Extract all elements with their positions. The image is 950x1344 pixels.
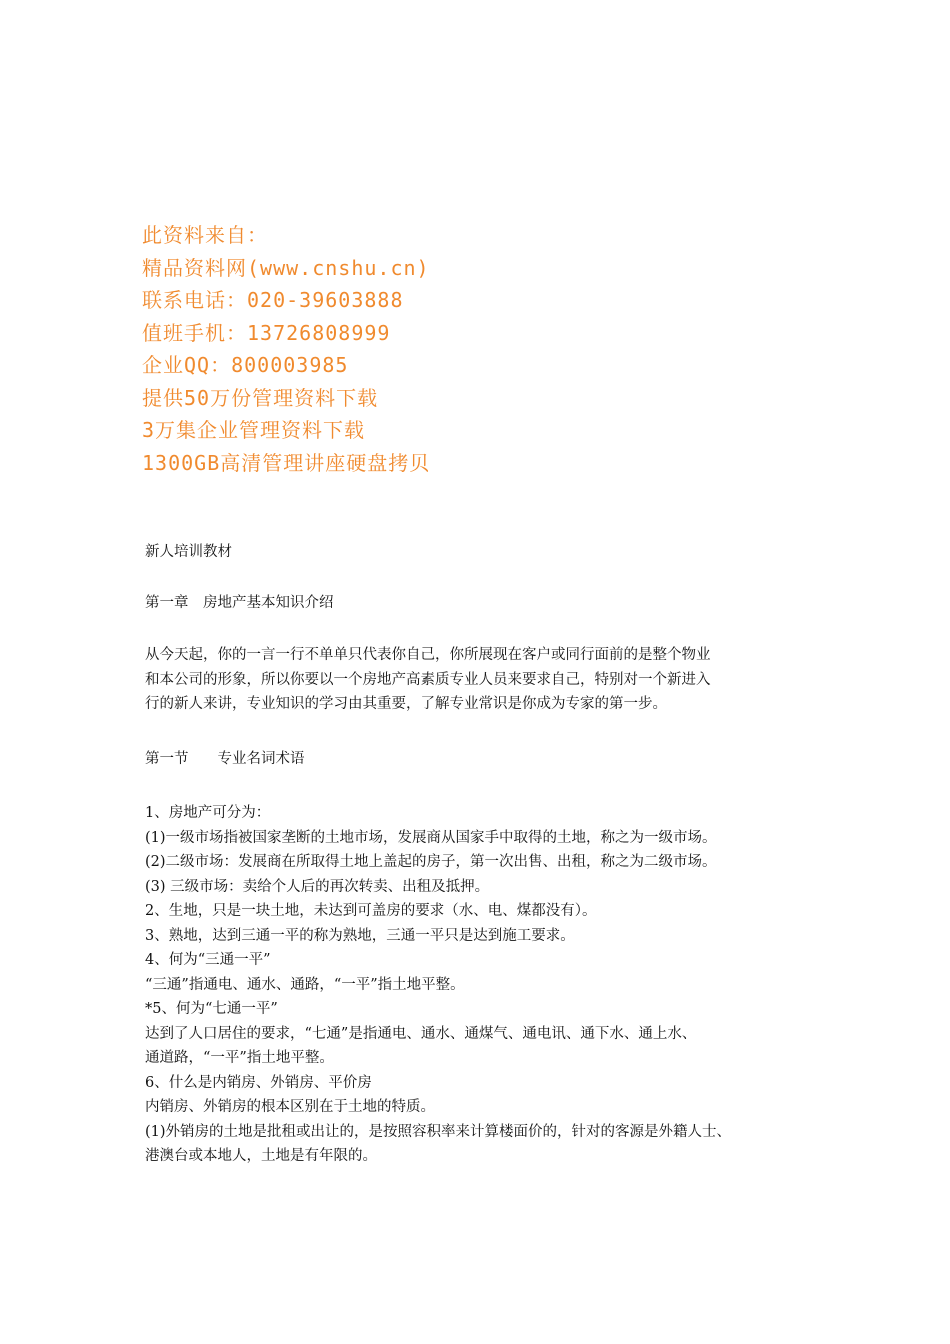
list-item: 达到了人口居住的要求，“七通”是指通电、通水、通煤气、通电讯、通下水、通上水、 bbox=[145, 1025, 697, 1042]
terms-list bbox=[145, 801, 825, 1169]
list-item: 4、何为“三通一平” bbox=[145, 952, 271, 968]
section-heading: 第一节 专业名词术语 bbox=[145, 750, 305, 767]
list-item: 港澳台或本地人，土地是有年限的。 bbox=[145, 1148, 377, 1164]
qq-line: 企业QQ：800003985 bbox=[142, 353, 349, 377]
intro-line: 和本公司的形象，所以你要以一个房地产高素质专业人员来要求自己，特别对一个新进入 bbox=[145, 671, 711, 688]
phone-line: 联系电话：020-39603888 bbox=[142, 288, 404, 312]
list-item: (2)二级市场：发展商在所取得土地上盖起的房子，第一次出售、出租，称之为二级市场。 bbox=[145, 854, 717, 870]
intro-line: 行的新人来讲，专业知识的学习由其重要，了解专业常识是你成为专家的第一步。 bbox=[145, 696, 667, 712]
offer-line-3: 1300GB高清管理讲座硬盘拷贝 bbox=[142, 450, 431, 475]
website-line: 精品资料网(www.cnshu.cn) bbox=[142, 255, 430, 280]
source-info-block bbox=[142, 219, 430, 479]
list-item: 通道路，“一平”指土地平整。 bbox=[145, 1050, 334, 1066]
list-item: 6、什么是内销房、外销房、平价房 bbox=[145, 1074, 372, 1091]
list-item: (3) 三级市场：卖给个人后的再次转卖、出租及抵押。 bbox=[145, 878, 490, 895]
offer-line-2: 3万集企业管理资料下载 bbox=[142, 418, 366, 442]
list-item: (1)外销房的土地是批租或出让的，是按照容积率来计算楼面价的，针对的客源是外籍人士、 bbox=[145, 1123, 732, 1140]
document-title: 新人培训教材 bbox=[145, 544, 232, 560]
list-item: 2、生地，只是一块土地，未达到可盖房的要求（水、电、煤都没有）。 bbox=[145, 903, 597, 919]
list-item: 1、房地产可分为： bbox=[145, 805, 271, 821]
list-item: 内销房、外销房的根本区别在于土地的特质。 bbox=[145, 1099, 435, 1115]
source-line: 此资料来自： bbox=[142, 223, 268, 247]
list-item: *5、何为“七通一平” bbox=[145, 1001, 278, 1017]
offer-line-1: 提供50万份管理资料下载 bbox=[142, 385, 379, 410]
mobile-line: 值班手机：13726808999 bbox=[142, 320, 391, 345]
list-item: 3、熟地，达到三通一平的称为熟地，三通一平只是达到施工要求。 bbox=[145, 927, 575, 944]
chapter-heading: 第一章 房地产基本知识介绍 bbox=[145, 594, 334, 611]
intro-line: 从今天起，你的一言一行不单单只代表你自己，你所展现在客户或同行面前的是整个物业 bbox=[145, 647, 711, 663]
list-item: (1)一级市场指被国家垄断的土地市场，发展商从国家手中取得的土地，称之为一级市场。 bbox=[145, 829, 717, 846]
list-item: “三通”指通电、通水、通路，“一平”指土地平整。 bbox=[145, 976, 465, 993]
intro-paragraph bbox=[145, 643, 825, 717]
document-body bbox=[145, 540, 825, 1169]
